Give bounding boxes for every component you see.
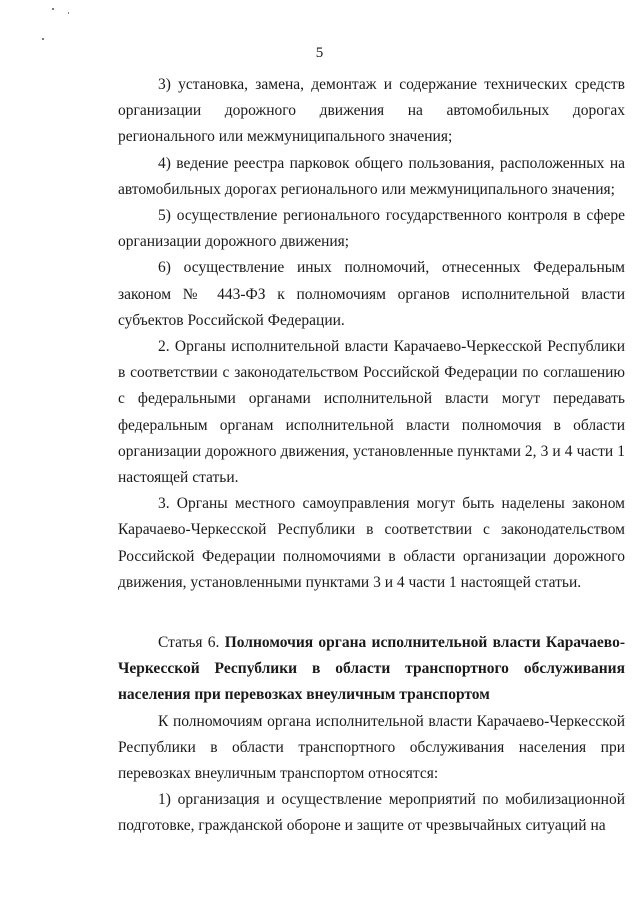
scan-speck [68, 12, 69, 14]
article-prefix: Статья 6. [158, 634, 225, 652]
scan-speck [42, 38, 44, 40]
paragraph-item-5: 5) осуществление регионального государственного контроля в сфере организации дорожного движения; [118, 207, 625, 251]
document-body [118, 72, 625, 840]
scan-speck [52, 8, 54, 10]
article-title: Полномочия органа исполнительной власти Карачаево-Черкесской Республики в области транспортного обслуживания населения при перевозках внеуличным транспортом [118, 634, 625, 704]
paragraph-article-intro: К полномочиям органа исполнительной власти Карачаево-Черкесской Республики в области транспортного обслуживания населения при перевозках внеуличным транспортом относятся: [118, 712, 625, 783]
paragraph-article-item-1: 1) организация и осуществление мероприятий по мобилизационной подготовке, гражданской обороне и защите от чрезвычайных ситуаций на [118, 791, 625, 835]
page-number: 5 [315, 45, 324, 61]
paragraph-part-2: 2. Органы исполнительной власти Карачаево-Черкесской Республики в соответствии с законодательством Российской Федерации по соглашению с федеральными органами исполнительной власти могут передавать федеральным органам исполнительной власти полномочия в области организации дорожного движения, установленные пунктами 2, 3 и 4 части 1 настоящей статьи. [118, 338, 625, 487]
paragraph-part-3: 3. Органы местного самоуправления могут быть наделены законом Карачаево-Черкесской Республики в соответствии с законодательством Российской Федерации полномочиями в области организации дорожного движения, установленными пунктами 3 и 4 части 1 настоящей статьи. [118, 495, 625, 591]
paragraph-item-4: 4) ведение реестра парковок общего пользования, расположенных на автомобильных дорогах регионального или межмуниципального значения; [118, 154, 625, 198]
paragraph-item-3: 3) установка, замена, демонтаж и содержание технических средств организации дорожного движения на автомобильных дорогах регионального или межмуниципального значения; [118, 76, 625, 146]
paragraph-item-6: 6) осуществление иных полномочий, отнесенных Федеральным законом № 443-ФЗ к полномочиям органов исполнительной власти субъектов Российской Федерации. [118, 259, 625, 329]
article-heading [118, 630, 625, 709]
